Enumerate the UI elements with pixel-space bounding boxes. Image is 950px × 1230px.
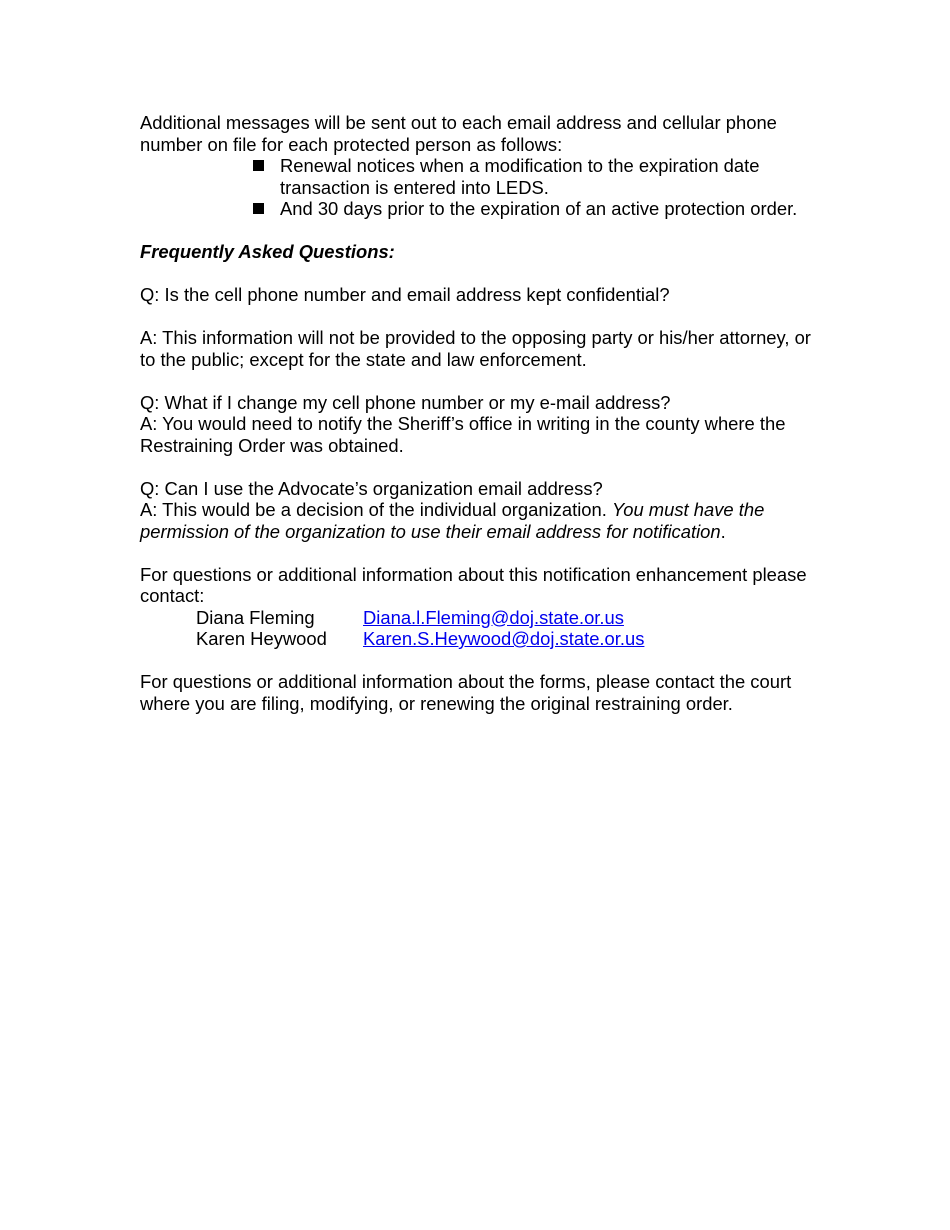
faq-question-1: Q: Is the cell phone number and email address kept confidential? bbox=[140, 284, 670, 305]
document-page bbox=[140, 112, 820, 714]
intro-paragraph: Additional messages will be sent out to each email address and cellular phone number on file for each protected person as follows: bbox=[140, 112, 777, 155]
square-bullet-icon bbox=[253, 203, 264, 214]
contact-email-link[interactable]: Karen.S.Heywood@doj.state.or.us bbox=[363, 628, 645, 649]
list-item-text: And 30 days prior to the expiration of an active protection order. bbox=[280, 198, 798, 219]
closing-paragraph: For questions or additional information about the forms, please contact the court where you are filing, modifying, or renewing the original restraining order. bbox=[140, 671, 792, 714]
contact-name: Diana Fleming bbox=[196, 606, 315, 628]
faq-answer-3-end: . bbox=[720, 520, 726, 542]
contact-intro: For questions or additional information about this notification enhancement please contact: bbox=[140, 563, 807, 606]
faq-answer-3-text: A: This would be a decision of the individual organization. bbox=[140, 499, 612, 520]
list-item bbox=[252, 155, 820, 198]
faq-answer-3-emphasis: You must have the permission of the organization to use their email address for notification bbox=[140, 499, 765, 542]
faq-answer-3 bbox=[140, 499, 820, 542]
contact-row bbox=[196, 628, 820, 650]
contact-email-link[interactable]: Diana.l.Fleming@doj.state.or.us bbox=[363, 606, 624, 628]
faq-question-3: Q: Can I use the Advocate’s organization email address? bbox=[140, 477, 603, 499]
faq-heading: Frequently Asked Questions: bbox=[140, 241, 395, 262]
faq-answer-1: A: This information will not be provided to the opposing party or his/her attorney, or to the public; except for the state and law enforcement. bbox=[140, 327, 811, 370]
contact-row bbox=[196, 607, 820, 629]
square-bullet-icon bbox=[253, 160, 264, 171]
faq-question-2: Q: What if I change my cell phone number or my e-mail address? bbox=[140, 391, 671, 413]
list-item-text: Renewal notices when a modification to the expiration date transaction is entered into LEDS. bbox=[280, 155, 760, 198]
faq-answer-2: A: You would need to notify the Sheriff’s office in writing in the county where the Restraining Order was obtained. bbox=[140, 413, 786, 456]
contact-list bbox=[140, 607, 820, 650]
list-item bbox=[252, 198, 820, 220]
contact-name: Karen Heywood bbox=[196, 628, 327, 649]
notification-list bbox=[140, 155, 820, 220]
